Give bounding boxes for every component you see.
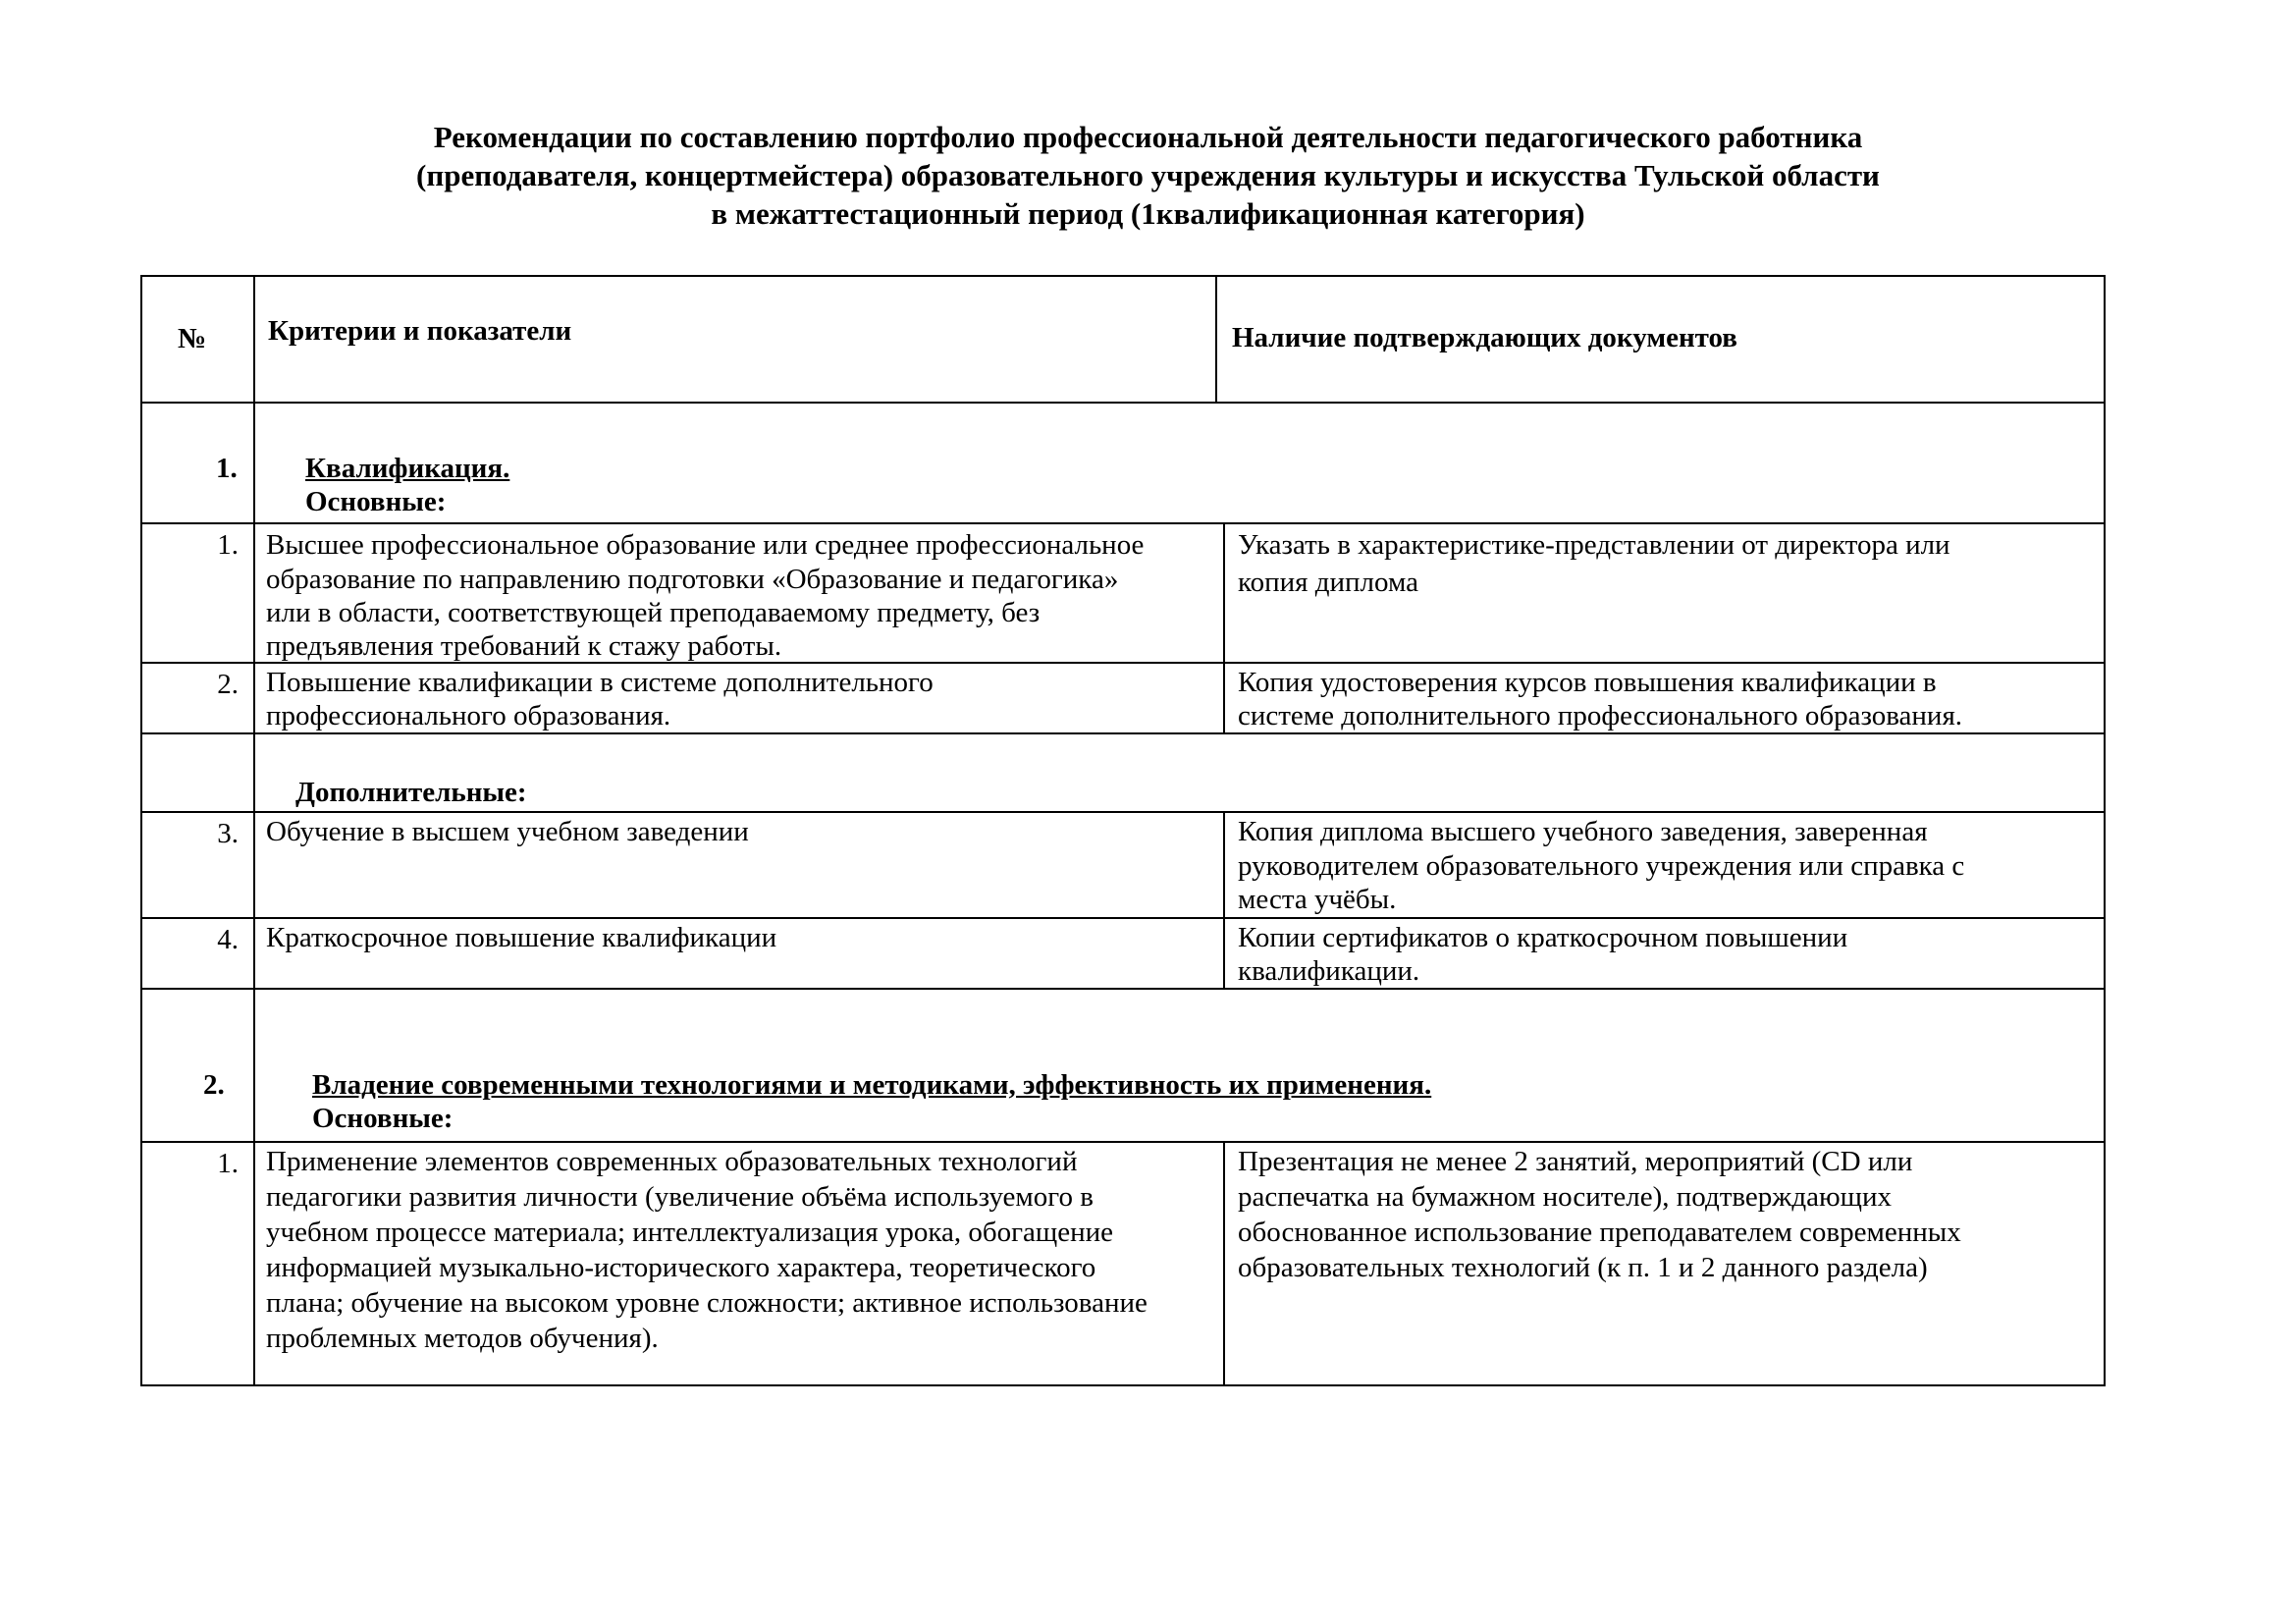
- s1-row4-docs-2: квалификации.: [1238, 955, 1420, 987]
- title-line-2: (преподавателя, концертмейстера) образовательного учреждения культуры и искусства Тульской области: [416, 158, 1880, 192]
- document-title: [0, 118, 2296, 233]
- s2-row1-num: 1.: [217, 1148, 239, 1179]
- s1-row1-criteria-1: Высшее профессиональное образование или среднее профессиональное: [266, 529, 1145, 561]
- s1-row3-docs-2: руководителем образовательного учреждения или справка с: [1238, 850, 1965, 882]
- row-border-s1-extra: [140, 811, 2106, 813]
- col-divider-s1-main: [1223, 522, 1225, 732]
- s2-row1-criteria-5: плана; обучение на высоком уровне сложности; активное использование: [266, 1287, 1148, 1319]
- s2-row1-criteria-2: педагогики развития личности (увеличение объёма используемого в: [266, 1181, 1094, 1213]
- col-divider-s2-main: [1223, 1141, 1225, 1386]
- table-border-right: [2104, 275, 2106, 1386]
- col-divider-header: [1215, 275, 1217, 404]
- s1-row3-num: 3.: [217, 818, 239, 849]
- s2-row1-criteria-1: Применение элементов современных образовательных технологий: [266, 1146, 1078, 1177]
- s2-row1-criteria-4: информацией музыкально-исторического характера, теоретического: [266, 1252, 1096, 1283]
- section-1-main-label: Основные:: [305, 486, 447, 517]
- s2-row1-criteria-3: учебном процессе материала; интеллектуализация урока, обогащение: [266, 1217, 1113, 1248]
- s1-row2-docs-2: системе дополнительного профессионального образования.: [1238, 700, 1963, 731]
- section-1-extra-label: Дополнительные:: [295, 777, 527, 808]
- header-criteria: Критерии и показатели: [268, 315, 572, 347]
- s1-row4-criteria-1: Краткосрочное повышение квалификации: [266, 922, 777, 953]
- section-2-number: 2.: [203, 1069, 225, 1101]
- s2-row1-docs-3: обоснованное использование преподавателем современных: [1238, 1217, 1961, 1248]
- section-1-title: Квалификация.: [305, 453, 510, 484]
- col-divider-s1-extra: [1223, 811, 1225, 990]
- s2-row1-docs-2: распечатка на бумажном носителе), подтверждающих: [1238, 1181, 1892, 1213]
- s1-row2-num: 2.: [217, 669, 239, 700]
- row-border-s1-r3: [140, 917, 2106, 919]
- s1-row1-docs-1: Указать в характеристике-представлении от директора или: [1238, 529, 1950, 561]
- criteria-table: [140, 275, 2106, 1386]
- header-documents: Наличие подтверждающих документов: [1232, 322, 1737, 353]
- s1-row1-criteria-3: или в области, соответствующей преподаваемому предмету, без: [266, 597, 1041, 628]
- row-border-s1-label: [140, 522, 2106, 524]
- s2-row1-docs-4: образовательных технологий (к п. 1 и 2 данного раздела): [1238, 1252, 1928, 1283]
- row-border-header: [140, 402, 2106, 404]
- row-border-s2-label: [140, 1141, 2106, 1143]
- title-line-3: в межаттестационный период (1квалификационная категория): [711, 196, 1585, 231]
- s1-row1-criteria-2: образование по направлению подготовки «Образование и педагогика»: [266, 564, 1119, 595]
- s1-row2-docs-1: Копия удостоверения курсов повышения квалификации в: [1238, 667, 1937, 698]
- s1-row3-docs-1: Копия диплома высшего учебного заведения, заверенная: [1238, 816, 1928, 847]
- s1-row4-docs-1: Копии сертификатов о краткосрочном повышении: [1238, 922, 1848, 953]
- s1-row1-num: 1.: [217, 529, 239, 561]
- s2-row1-docs-1: Презентация не менее 2 занятий, мероприятий (CD или: [1238, 1146, 1913, 1177]
- section-1-number: 1.: [216, 453, 238, 484]
- table-border-bottom: [140, 1384, 2106, 1386]
- col-divider-num: [253, 275, 255, 1386]
- s1-row3-docs-3: места учёбы.: [1238, 884, 1397, 915]
- s1-row1-criteria-4: предъявления требований к стажу работы.: [266, 630, 782, 662]
- s2-row1-criteria-6: проблемных методов обучения).: [266, 1323, 659, 1354]
- s1-row4-num: 4.: [217, 924, 239, 955]
- s1-row2-criteria-1: Повышение квалификации в системе дополнительного: [266, 667, 934, 698]
- table-border-left: [140, 275, 142, 1386]
- section-2-title: Владение современными технологиями и методиками, эффективность их применения.: [312, 1069, 1432, 1101]
- s1-row2-criteria-2: профессионального образования.: [266, 700, 671, 731]
- title-line-1: Рекомендации по составлению портфолио профессиональной деятельности педагогического работника: [433, 120, 1863, 154]
- section-2-main-label: Основные:: [312, 1103, 454, 1134]
- s1-row3-criteria-1: Обучение в высшем учебном заведении: [266, 816, 749, 847]
- s1-row1-docs-2: копия диплома: [1238, 567, 1418, 598]
- table-border-top: [140, 275, 2106, 277]
- row-border-s1-r4: [140, 988, 2106, 990]
- header-num: №: [178, 323, 207, 354]
